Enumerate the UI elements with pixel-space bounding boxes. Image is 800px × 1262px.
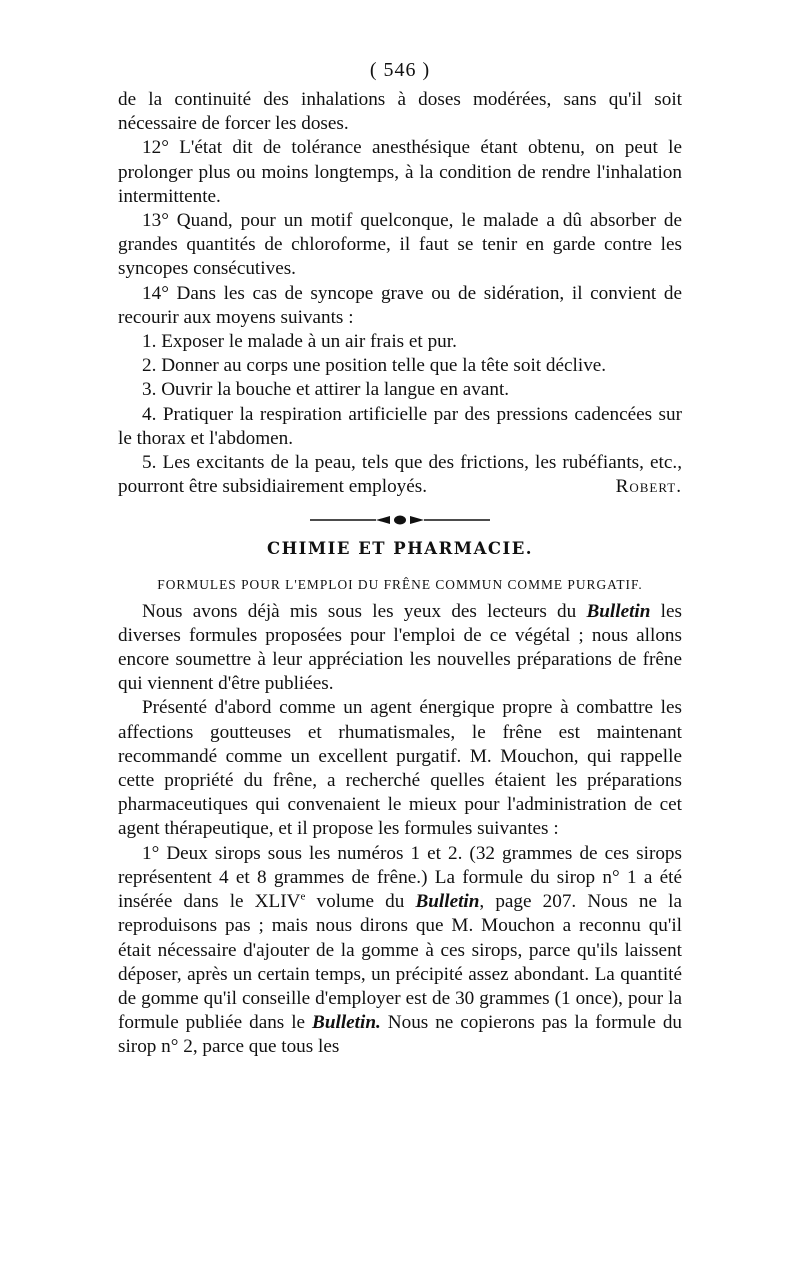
rule-12-number: 12° bbox=[142, 137, 169, 159]
rule-12-paragraph bbox=[118, 136, 682, 209]
means-item: 4. Pratiquer la respiration artificielle par des pressions cadencées sur le thorax et l'abdomen. bbox=[118, 403, 682, 449]
bulletin-reference: Bulletin bbox=[415, 891, 480, 913]
intro-paragraph: de la continuité des inhalations à doses modérées, sans qu'il soit nécessaire de forcer les doses. bbox=[118, 89, 682, 135]
page-number: ( 546 ) bbox=[369, 59, 431, 81]
means-item: 2. Donner au corps une position telle que la tête soit déclive. bbox=[142, 355, 607, 377]
section-divider-ornament bbox=[310, 513, 490, 527]
author-signature: Robert. bbox=[615, 476, 682, 498]
bulletin-reference: Bulletin. bbox=[312, 1012, 381, 1034]
article-paragraph-3 bbox=[118, 842, 682, 1060]
rule-14-number: 14° bbox=[142, 282, 169, 304]
rule-13-text: Quand, pour un motif quelconque, le malade a dû absorber de grandes quantités de chloroforme, il faut se tenir en garde contre les syncopes consécutives. bbox=[118, 210, 682, 280]
section-title: CHIMIE ET PHARMACIE. bbox=[266, 539, 534, 559]
article-paragraph-2: Présenté d'abord comme un agent énergique propre à combattre les affections goutteuses et rhumatismales, le frêne est maintenant recommandé comme un excellent purgatif. M. Mouchon, qui rappelle cette propriété du frêne, a recherché quelles étaient les préparations pharmaceutiques qui convenaient le mieux pour l'administration de cet agent thérapeutique, et il propose les formules suivantes : bbox=[118, 697, 682, 840]
article-text: Nous ne copierons pas la formule du sirop n° 2, parce que tous les bbox=[118, 1012, 683, 1058]
article-subtitle: FORMULES POUR L'EMPLOI DU FRÊNE COMMUN COMME PURGATIF. bbox=[157, 576, 643, 592]
means-item-last bbox=[118, 451, 682, 499]
rule-14-text: Dans les cas de syncope grave ou de sidération, il convient de recourir aux moyens suivants : bbox=[118, 282, 682, 328]
rule-12-text: L'état dit de tolérance anesthésique étant obtenu, on peut le prolonger plus ou moins longtemps, à la condition de rendre l'inhalation intermittente. bbox=[118, 137, 682, 207]
article-text: Nous avons déjà mis sous les yeux des lecteurs du bbox=[142, 600, 587, 622]
means-item-5-text: 5. Les excitants de la peau, tels que des frictions, les rubéfiants, etc., pourront être subsidiairement employés. bbox=[118, 452, 682, 498]
article-paragraph-1 bbox=[118, 600, 682, 697]
article-text: 1° Deux sirops sous les numéros 1 et 2. (32 grammes de ces sirops représentent 4 et 8 grammes de frêne.) La formule du sirop n° 1 a été insérée dans le XLIV bbox=[118, 842, 682, 913]
rule-14-paragraph bbox=[118, 282, 682, 330]
means-item: 1. Exposer le malade à un air frais et pur. bbox=[142, 331, 457, 353]
article-text: , page 207. Nous ne la reproduisons pas ; mais nous dirons que M. Mouchon a reconnu qu'il était nécessaire d'ajouter de la gomme à ces sirops, parce qu'ils laissent déposer, après un certain temps, un précipité assez abondant. La quantité de gomme qu'il conseille d'employer est de 30 grammes (1 once), pour la formule publiée dans le bbox=[118, 891, 682, 1034]
rule-13-number: 13° bbox=[142, 210, 169, 232]
document-page bbox=[118, 58, 682, 1060]
means-item: 3. Ouvrir la bouche et attirer la langue en avant. bbox=[142, 379, 510, 401]
article-text: volume du bbox=[305, 891, 416, 913]
article-text: les diverses formules proposées pour l'emploi de ce végétal ; nous allons encore soumettre à leur appréciation les nouvelles préparations de frêne qui viennent d'être publiées. bbox=[118, 600, 682, 695]
bulletin-reference: Bulletin bbox=[586, 600, 651, 622]
superscript: e bbox=[300, 890, 306, 903]
rule-13-paragraph bbox=[118, 209, 682, 282]
